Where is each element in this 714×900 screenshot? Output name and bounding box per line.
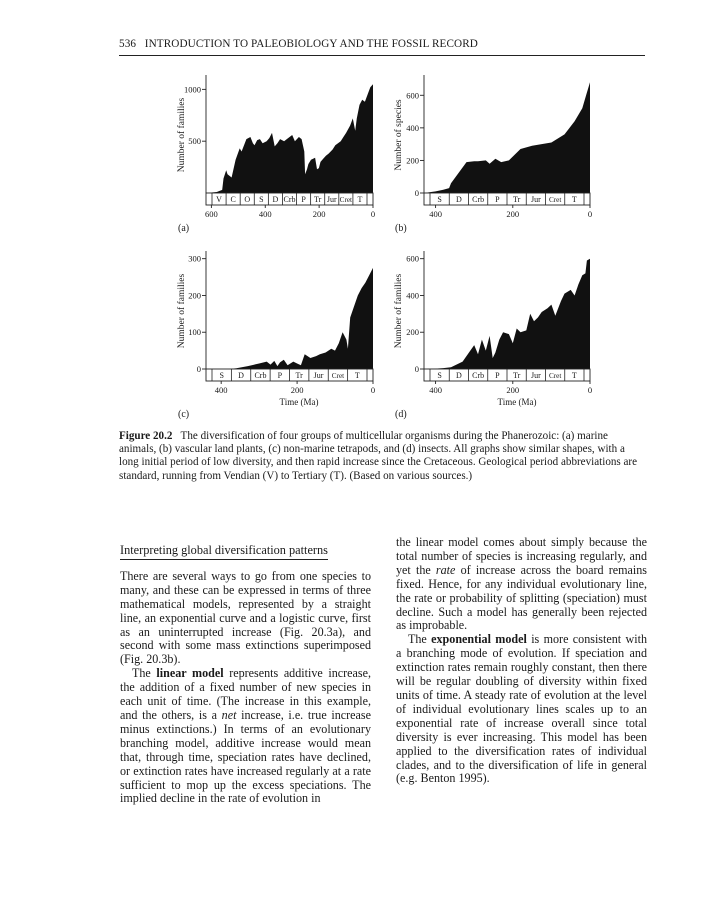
y-tick-label: 200 (406, 327, 419, 338)
y-tick-label: 400 (406, 290, 419, 301)
plot-area (188, 251, 375, 407)
x-axis-label: Time (Ma) (497, 397, 537, 407)
y-tick-label: 500 (188, 136, 201, 147)
paragraph: the linear model comes about simply because the total number of species is increasing regularly, and yet the rate of increase across the board remains fixed. Hence, for any individual evolutionary line, the rate or probability of splitting (speciation) must decline. Such a model has generally been rejected as improbable. (396, 535, 647, 633)
y-tick-label: 400 (406, 122, 419, 133)
y-tick-label: 0 (414, 364, 419, 374)
period-label-t: T (354, 371, 360, 380)
period-label-cret: Cret (339, 196, 353, 204)
period-label-jur: Jur (326, 195, 337, 204)
period-label-jur: Jur (530, 371, 541, 380)
period-label-tr: Tr (512, 371, 521, 380)
x-tick-label: 400 (429, 209, 442, 219)
x-tick-label: 0 (370, 385, 376, 395)
period-label-c: C (230, 195, 236, 204)
chart-panel-c (170, 251, 385, 421)
y-axis-label: Number of species (394, 99, 404, 171)
x-tick-label: 200 (506, 385, 520, 395)
period-label-tr: Tr (512, 195, 521, 204)
paragraph: The exponential model is more consistent with a branching mode of evolution. If speciation and extinction rates remain roughly constant, then there will be regular doubling of diversity within fixed units of time. A steady rate of evolution at the level of individual evolutionary lines scales up to an exponential rate of increase overall since total diversity is ever increasing. This model has been applied to the diversification rates of individual clades, and to the diversification of life in general (e.g. Benton 1995). (396, 632, 647, 786)
period-label-d: D (455, 371, 462, 380)
period-label-p: P (277, 371, 283, 380)
period-label-crb: Crb (283, 195, 296, 204)
chart-panel-b (389, 75, 604, 235)
period-label-p: P (495, 195, 500, 204)
y-tick-label: 200 (188, 290, 201, 301)
chart-panel-a (170, 75, 385, 235)
x-tick-label: 600 (205, 209, 218, 219)
period-label-cret: Cret (548, 372, 562, 380)
period-label-cret: Cret (548, 196, 562, 204)
panel-label: (d) (395, 409, 407, 420)
y-tick-label: 200 (406, 155, 419, 166)
area-series (424, 82, 590, 193)
period-label-tr: Tr (295, 371, 303, 380)
paragraph: The linear model represents additive increase, the addition of a fixed number of new species in each unit of time. (The increase in this example, and the others, is a net increase, i.e. true increase minus extinctions.) In terms of an evolutionary branching model, additive increase would mean that, through time, speciation rates have declined, or extinction rates have increased regularly at a rate sufficient to mop up the excess speciations. The implied decline in the rate of evolution in (120, 666, 372, 806)
area-series (206, 84, 373, 193)
panel-label: (b) (395, 223, 407, 234)
y-tick-label: 600 (406, 90, 419, 101)
chart-panel-d (389, 251, 604, 421)
x-tick-label: 200 (506, 209, 520, 219)
y-tick-label: 100 (188, 327, 201, 338)
plot-area (406, 251, 592, 407)
period-label-t: T (571, 195, 577, 204)
period-label-p: P (495, 371, 500, 380)
x-tick-label: 200 (290, 385, 304, 395)
x-tick-label: 0 (370, 209, 376, 219)
x-tick-label: 0 (587, 209, 593, 219)
panel-label: (c) (178, 409, 190, 420)
area-series (206, 268, 373, 369)
x-axis-label: Time (Ma) (279, 397, 319, 407)
area-series (424, 259, 590, 369)
x-tick-label: 400 (258, 209, 272, 219)
period-label-crb: Crb (472, 371, 485, 380)
period-label-d: D (238, 371, 244, 380)
y-axis-label: Number of families (394, 273, 404, 349)
period-label-t: T (571, 371, 577, 380)
caption-label: Figure 20.2 (119, 430, 173, 442)
period-label-o: O (244, 195, 251, 204)
x-tick-label: 200 (312, 209, 326, 219)
period-label-s: S (437, 195, 442, 204)
period-label-jur: Jur (313, 371, 324, 380)
text-column-right (396, 536, 647, 786)
y-tick-label: 0 (196, 364, 201, 374)
period-label-v: V (216, 195, 222, 204)
period-label-jur: Jur (530, 195, 541, 204)
header-rule (119, 55, 645, 56)
running-header (119, 38, 478, 50)
period-label-s: S (219, 371, 224, 380)
running-title: INTRODUCTION TO PALEOBIOLOGY AND THE FOSSIL RECORD (144, 38, 478, 50)
period-label-crb: Crb (472, 195, 485, 204)
period-label-tr: Tr (314, 195, 322, 204)
period-label-t: T (357, 195, 363, 204)
period-label-p: P (301, 195, 306, 204)
section-heading: Interpreting global diversification patterns (120, 544, 328, 560)
plot-area (406, 75, 592, 219)
x-tick-label: 400 (214, 385, 228, 395)
page-number: 536 (119, 38, 137, 50)
y-tick-label: 300 (188, 253, 201, 264)
plot-area (184, 75, 375, 219)
term-linear-model: linear model (156, 666, 224, 681)
period-label-s: S (259, 195, 264, 204)
period-label-cret: Cret (331, 372, 345, 380)
figure-caption (119, 430, 647, 483)
y-axis-label: Number of families (177, 97, 187, 173)
term-exponential-model: exponential model (431, 632, 527, 647)
y-tick-label: 0 (414, 188, 419, 198)
caption-text: The diversification of four groups of multicellular organisms during the Phanerozoic: (a) marine animals, (b) vascular land plants, (c) non-marine tetrapods, and (d) insects. All graphs show similar shapes, with a long initial period of low diversity, and then rapid increase since the Cretaceous. Geological period abbreviations are standard, running from Vendian (V) to Tertiary (T). (Based on various sources.) (119, 430, 638, 482)
y-tick-label: 600 (406, 253, 419, 264)
y-axis-label: Number of families (177, 273, 187, 349)
period-label-d: D (455, 195, 462, 204)
panel-label: (a) (178, 223, 190, 234)
paragraph: There are several ways to go from one species to many, and these can be expressed in terms of three mathematical models, represented by a straight line, an exponential curve and a logistic curve, first as an uninterrupted increase (Fig. 20.3a), and second with some mass extinctions superimposed (Fig. 20.3b). (120, 568, 371, 667)
period-label-crb: Crb (254, 371, 267, 380)
x-tick-label: 400 (429, 385, 442, 395)
text-column-left (120, 536, 371, 806)
period-label-d: D (272, 195, 279, 204)
y-tick-label: 1000 (184, 84, 201, 95)
x-tick-label: 0 (587, 385, 593, 395)
period-label-s: S (437, 371, 442, 380)
